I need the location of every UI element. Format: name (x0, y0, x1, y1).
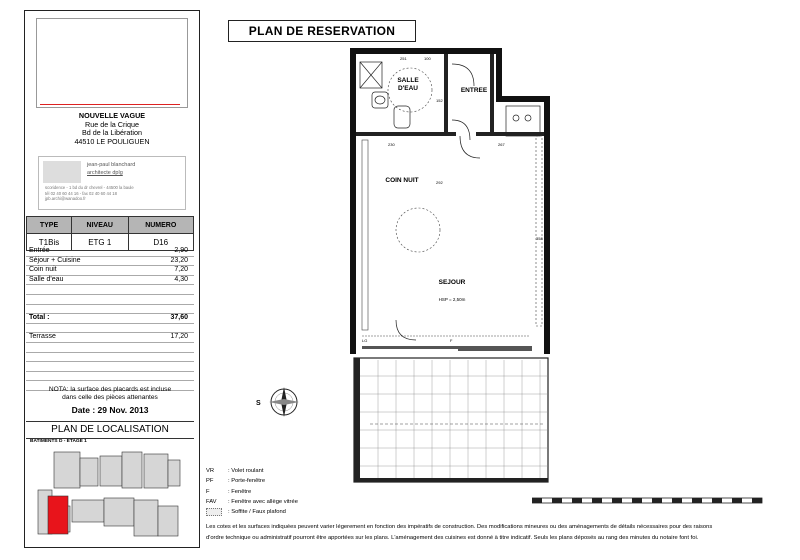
disclaimer-line: Les cotes et les surfaces indiquées peuvent varier légerement en fonction des impératifs de construction. Des modifications mineures ou des aménagements de détails nécessaires pour des raisons (206, 524, 713, 530)
architect-name: jean-paul blanchard (87, 162, 136, 168)
empty-row (26, 324, 194, 334)
surface-note (26, 386, 194, 403)
dimension-label: 152 (436, 98, 443, 103)
architect-phone: tél 02 40 60 44 16 - fax 02 40 60 44 18 (45, 190, 117, 196)
surface-value: 4,30 (174, 275, 188, 283)
floor-plan (340, 40, 560, 500)
room-label-coin-nuit: COIN NUIT (385, 177, 419, 184)
terrace-label: Terrasse (29, 333, 56, 341)
location-title: PLAN DE LOCALISATION (26, 421, 194, 439)
empty-row (26, 353, 194, 363)
total-value: 37,60 (170, 314, 188, 322)
surface-label: Coin nuit (29, 266, 57, 274)
note-line: dans celle des pièces attenantes (62, 394, 158, 402)
empty-row (26, 305, 194, 315)
dimension-label: 267 (498, 142, 505, 147)
empty-row (26, 372, 194, 382)
unit-highlight (48, 496, 68, 534)
location-map (34, 446, 184, 542)
dimension-label: 100 (424, 56, 431, 61)
room-label-salle-deau: D'EAU (398, 85, 418, 92)
terrace-area (354, 358, 548, 482)
architect-stamp (38, 156, 186, 210)
surface-value: 7,20 (174, 266, 188, 274)
surface-row (26, 247, 194, 257)
empty-row (26, 285, 194, 295)
room-label-salle-deau: SALLE (397, 77, 419, 84)
empty-row (26, 362, 194, 372)
architect-title: architecte dplg (87, 170, 123, 176)
architect-logo (43, 161, 81, 183)
project-address-line: 44510 LE POULIGUEN (74, 136, 150, 146)
compass-label: S (256, 400, 261, 407)
disclaimer (206, 522, 771, 543)
legend-item: F : Fenêtre (206, 488, 252, 495)
plan-title: PLAN DE RESERVATION (228, 20, 416, 42)
legend (206, 466, 298, 517)
room-label-sejour: SEJOUR (438, 279, 466, 286)
surface-label: Entrée (29, 247, 50, 254)
dimension-label: 292 (436, 180, 443, 185)
empty-row (26, 343, 194, 353)
legend-item: VR : Volet roulant (206, 468, 264, 474)
surface-value: 23,20 (170, 256, 188, 264)
ceiling-height: HSP = 2,50m (438, 297, 466, 302)
note-line: NOTA: la surface des placards est incluse (48, 386, 172, 393)
unit-number: D16 (128, 234, 193, 251)
dimension-label: LG (362, 338, 368, 343)
surface-row (26, 276, 194, 286)
total-label: Total : (29, 314, 50, 322)
legend-item: FAV : Fenêtre avec allège vitrée (206, 498, 298, 505)
unit-table (26, 216, 194, 251)
surface-value: 2,90 (174, 247, 188, 254)
soffite-swatch (206, 508, 222, 516)
unit-level: ETG 1 (72, 234, 129, 251)
plan-date: Date : 29 Nov. 2013 (71, 405, 149, 415)
empty-row (26, 295, 194, 305)
architect-address: scoridence - 1 bd du dr chevrel - 44500 la baule (45, 185, 134, 190)
header-number: NUMERO (128, 217, 193, 234)
surface-row (26, 257, 194, 267)
compass-rose (246, 382, 306, 422)
terrace-value: 17,20 (170, 333, 188, 341)
project-name: NOUVELLE VAGUE (78, 111, 146, 120)
dimension-label: 230 (388, 142, 395, 147)
scale-bar (532, 496, 764, 506)
location-subtitle: BATIMENTS D - ETAGE 1 (30, 439, 87, 444)
dimension-label: 358 (536, 236, 543, 241)
header-level: NIVEAU (72, 217, 129, 234)
logo-underline (40, 104, 180, 105)
terrace-row (26, 333, 194, 343)
dimension-label: 251 (400, 56, 407, 61)
logo-placeholder (36, 18, 188, 108)
dimension-label: F (450, 338, 453, 343)
total-row (26, 314, 194, 324)
header-type: TYPE (27, 217, 72, 234)
legend-item: : Soffite / Faux plafond (206, 507, 298, 517)
legend-item: PF : Porte-fenêtre (206, 478, 266, 485)
project-address-line: Rue de la Crique (85, 119, 139, 129)
surface-row (26, 266, 194, 276)
surface-list (26, 247, 194, 391)
project-info (24, 112, 200, 146)
surface-label: Salle d'eau (29, 275, 64, 283)
disclaimer-line: d'ordre technique ou administratif pourront être apportées sur les plans. L'aménagement des cuisines est donné à titre indicatif. Seuls les plans déposés au rang des minutes du notaire font foi. (206, 534, 699, 541)
project-address-line: Bd de la Libération (82, 128, 142, 138)
room-label-entree: ENTREE (460, 87, 488, 94)
surface-label: Séjour + Cuisine (29, 256, 81, 264)
architect-email: jpb.archi@wanadoo.fr (45, 196, 86, 202)
unit-type: T1Bis (27, 234, 72, 251)
